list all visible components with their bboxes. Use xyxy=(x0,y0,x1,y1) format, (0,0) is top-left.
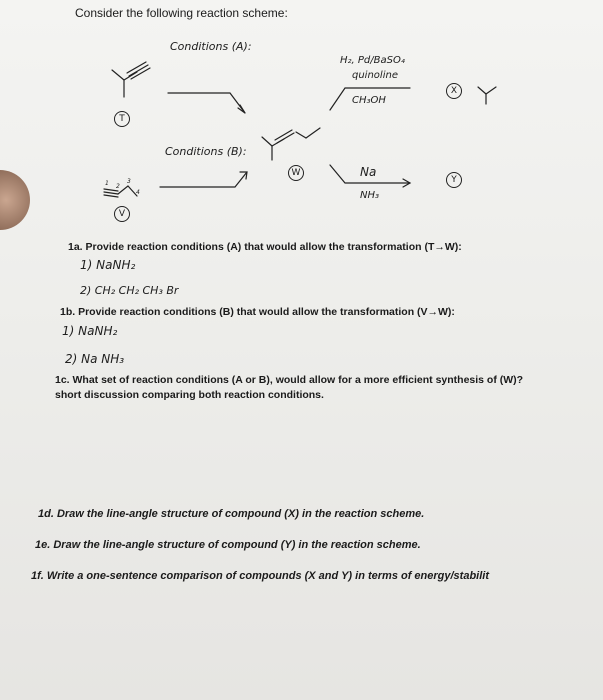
reagent-na: Na xyxy=(360,165,377,179)
label-v: V xyxy=(114,206,130,222)
arrow-v-to-w xyxy=(160,172,247,187)
answer-1a-step2: 2) CH₂ CH₂ CH₃ Br xyxy=(80,284,179,297)
question-1e: 1e. Draw the line-angle structure of compound (Y) in the reaction scheme. xyxy=(35,539,421,551)
reagent-h2-pd: H₂, Pd/BaSO₄ xyxy=(340,55,405,66)
answer-1b-step2: 2) Na NH₃ xyxy=(65,352,125,366)
question-1c-continued: short discussion comparing both reaction conditions. xyxy=(55,389,324,401)
answer-1a-step1: 1) NaNH₂ xyxy=(80,258,136,272)
question-1c: 1c. What set of reaction conditions (A or B), would allow for a more efficient synthesis of (W)? xyxy=(55,374,524,386)
reagent-ch3oh: CH₃OH xyxy=(352,95,386,106)
reaction-scheme xyxy=(0,0,603,240)
question-1d: 1d. Draw the line-angle structure of compound (X) in the reaction scheme. xyxy=(38,508,425,520)
compound-w-structure xyxy=(262,128,320,160)
carbon-number-2: 2 xyxy=(116,183,120,190)
compound-t-structure xyxy=(112,62,150,97)
label-w: W xyxy=(288,165,304,181)
label-y: Y xyxy=(446,172,462,188)
conditions-a-label: Conditions (A): xyxy=(170,40,252,53)
compound-y-structure xyxy=(478,87,496,104)
reagent-quinoline: quinoline xyxy=(352,70,398,81)
label-x: X xyxy=(446,83,462,99)
carbon-number-4: 4 xyxy=(136,189,140,196)
question-1f: 1f. Write a one-sentence comparison of compounds (X and Y) in terms of energy/stabilit xyxy=(31,570,490,582)
carbon-number-1: 1 xyxy=(105,180,109,187)
carbon-number-3: 3 xyxy=(127,178,131,185)
compound-v-structure xyxy=(104,186,137,197)
answer-1b-step1: 1) NaNH₂ xyxy=(62,324,118,338)
conditions-b-label: Conditions (B): xyxy=(165,145,247,158)
reagent-nh3: NH₃ xyxy=(360,190,380,201)
question-1b: 1b. Provide reaction conditions (B) that would allow the transformation (V→W): xyxy=(60,306,455,318)
question-1a: 1a. Provide reaction conditions (A) that would allow the transformation (T→W): xyxy=(68,241,462,253)
intro-text: Consider the following reaction scheme: xyxy=(75,6,288,20)
label-t: T xyxy=(114,111,130,127)
arrow-t-to-w xyxy=(168,93,245,113)
